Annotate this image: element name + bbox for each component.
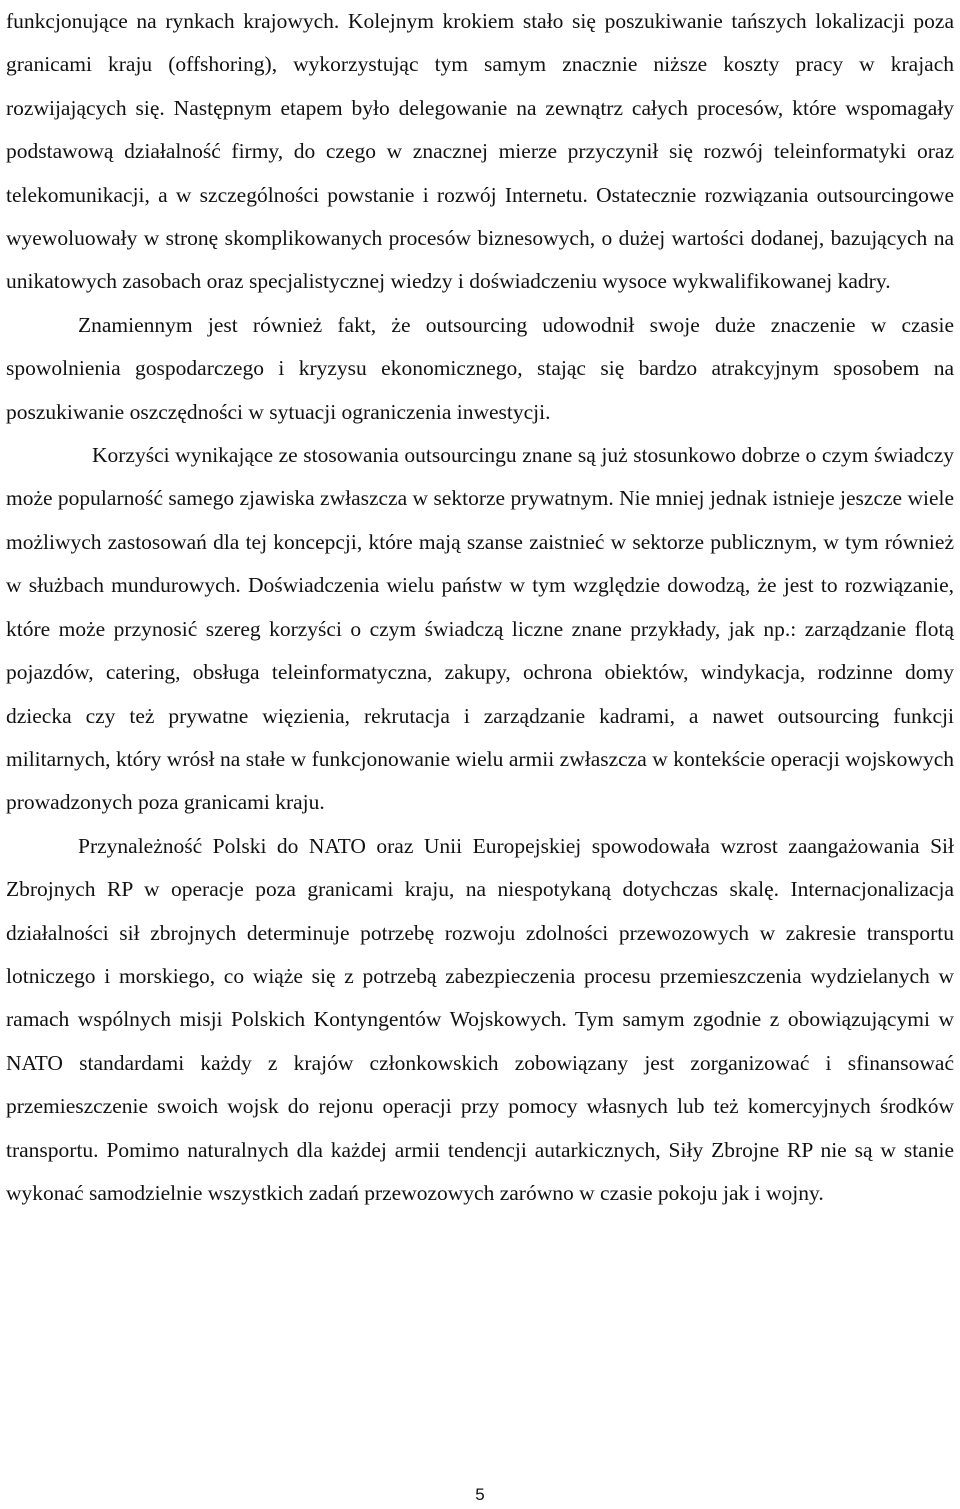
paragraph-nato-eu-membership: Przynależność Polski do NATO oraz Unii Europejskiej spowodowała wzrost zaangażowania Sił Zbrojnych RP w operacje poza granicami kraju, na niespotykaną dotychczas skalę. Internacjonalizacja działalności sił zbrojnych determinuje potrzebę rozwoju zdolności przewozowych w zakresie transportu lotniczego i morskiego, co wiąże się z potrzebą zabezpieczenia procesu przemieszczenia wydzielanych w ramach wspólnych misji Polskich Kontyngentów Wojskowych. Tym samym zgodnie z obowiązującymi w NATO standardami każdy z krajów członkowskich zobowiązany jest zorganizować i sfinansować przemieszczenie swoich wojsk do rejonu operacji przy pomocy własnych lub też komercyjnych środków transportu. Pomimo naturalnych dla każdej armii tendencji autarkicznych, Siły Zbrojne RP nie są w stanie wykonać samodzielnie wszystkich zadań przewozowych zarówno w czasie pokoju jak i wojny. [6,833,954,1205]
paragraph-offshoring-history: funkcjonujące na rynkach krajowych. Kolejnym krokiem stało się poszukiwanie tańszych lokalizacji poza granicami kraju (offshoring), wykorzystując tym samym znacznie niższe koszty pracy w krajach rozwijających się. Następnym etapem było delegowanie na zewnątrz całych procesów, które wspomagały podstawową działalność firmy, do czego w znacznej mierze przyczynił się rozwój teleinformatyki oraz telekomunikacji, a w szczególności powstanie i rozwój Internetu. Ostatecznie rozwiązania outsourcingowe wyewoluowały w stronę skomplikowanych procesów biznesowych, o dużej wartości dodanej, bazujących na unikatowych zasobach oraz specjalistycznej wiedzy i doświadczeniu wysoce wykwalifikowanej kadry. [6,9,954,294]
paragraph-outsourcing-benefits: Korzyści wynikające ze stosowania outsourcingu znane są już stosunkowo dobrze o czym świadczy może popularność samego zjawiska zwłaszcza w sektorze prywatnym. Nie mniej jednak istnieje jeszcze wiele możliwych zastosowań dla tej koncepcji, które mają szanse zaistnieć w sektorze publicznym, w tym również w służbach mundurowych. Doświadczenia wielu państw w tym względzie dowodzą, że jest to rozwiązanie, które może przynosić szereg korzyści o czym świadczą liczne znane przykłady, jak np.: zarządzanie flotą pojazdów, catering, obsługa teleinformatyczna, zakupy, ochrona obiektów, windykacja, rodzinne domy dziecka czy też prywatne więzienia, rekrutacja i zarządzanie kadrami, a nawet outsourcing funkcji militarnych, który wrósł na stałe w funkcjonowanie wielu armii zwłaszcza w kontekście operacji wojskowych prowadzonych poza granicami kraju. [6,443,955,815]
paragraph-economic-slowdown: Znamiennym jest również fakt, że outsourcing udowodnił swoje duże znaczenie w czasie spowolnienia gospodarczego i kryzysu ekonomicznego, stając się bardzo atrakcyjnym sposobem na poszukiwanie oszczędności w sytuacji ograniczenia inwestycji. [6,312,954,424]
document-page [6,0,954,1215]
page-number: 5 [475,1485,485,1504]
